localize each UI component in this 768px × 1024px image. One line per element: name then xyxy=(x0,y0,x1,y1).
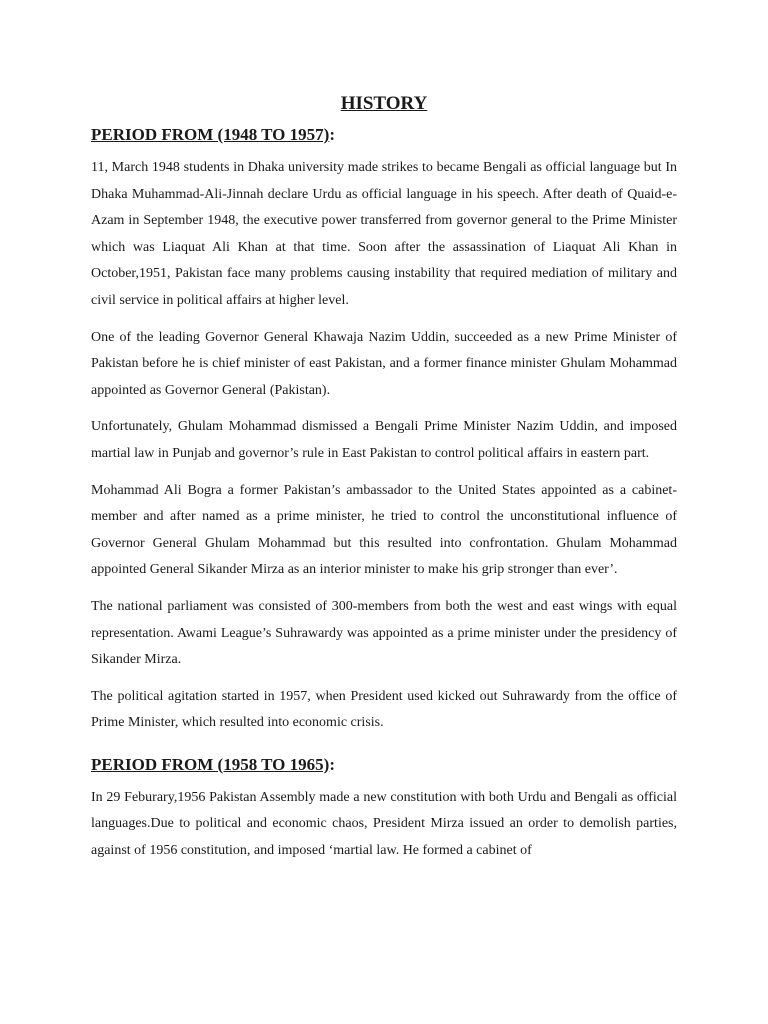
paragraph: Mohammad Ali Bogra a former Pakistan’s ambassador to the United States appointed as a cabinet-member and after named as a prime minister, he tried to control the unconstitutional influence of Governor General Ghulam Mohammad but this resulted into confrontation. Ghulam Mohammad appointed General Sikander Mirza as an interior minister to make his grip stronger than ever’. xyxy=(91,482,677,578)
section-heading-colon: : xyxy=(329,754,335,774)
section-heading-text: PERIOD FROM (1958 TO 1965) xyxy=(91,754,330,774)
paragraph: The national parliament was consisted of 300-members from both the west and east wings with equal representation. Awami League’s Suhrawardy was appointed as a prime minister under the presidency of Sikander Mirza. xyxy=(91,598,677,668)
paragraph: In 29 Feburary,1956 Pakistan Assembly made a new constitution with both Urdu and Bengali as official languages.Due to political and economic chaos, President Mirza issued an order to demolish parties, against of 1956 constitution, and imposed ‘martial law. He formed a cabinet of xyxy=(91,789,677,859)
paragraph: Unfortunately, Ghulam Mohammad dismissed a Bengali Prime Minister Nazim Uddin, and imposed martial law in Punjab and governor’s rule in East Pakistan to control political affairs in eastern part. xyxy=(91,419,677,461)
section-heading-colon: : xyxy=(329,125,335,144)
document-body xyxy=(91,91,677,875)
section-heading-1958-1965 xyxy=(91,753,677,777)
paragraph: The political agitation started in 1957, when President used kicked out Suhrawardy from the office of Prime Minister, which resulted into economic crisis. xyxy=(91,688,677,731)
document-title: HISTORY xyxy=(340,93,428,114)
section-heading-1948-1957 xyxy=(91,123,677,147)
paragraph: One of the leading Governor General Khawaja Nazim Uddin, succeeded as a new Prime Minister of Pakistan before he is chief minister of east Pakistan, and a former finance minister Ghulam Mohammad appointed as Governor General (Pakistan). xyxy=(91,329,677,398)
paragraph: 11, March 1948 students in Dhaka university made strikes to became Bengali as official language but In Dhaka Muhammad-Ali-Jinnah declare Urdu as official language in his speech. After death of Quaid-e-Azam in September 1948, the executive power transferred from governor general to the Prime Minister which was Liaquat Ali Khan at that time. Soon after the assassination of Liaquat Ali Khan in October,1951, Pakistan face many problems causing instability that required mediation of military and civil service in political affairs at higher level. xyxy=(91,160,677,308)
section-heading-text: PERIOD FROM (1948 TO 1957) xyxy=(91,125,330,144)
